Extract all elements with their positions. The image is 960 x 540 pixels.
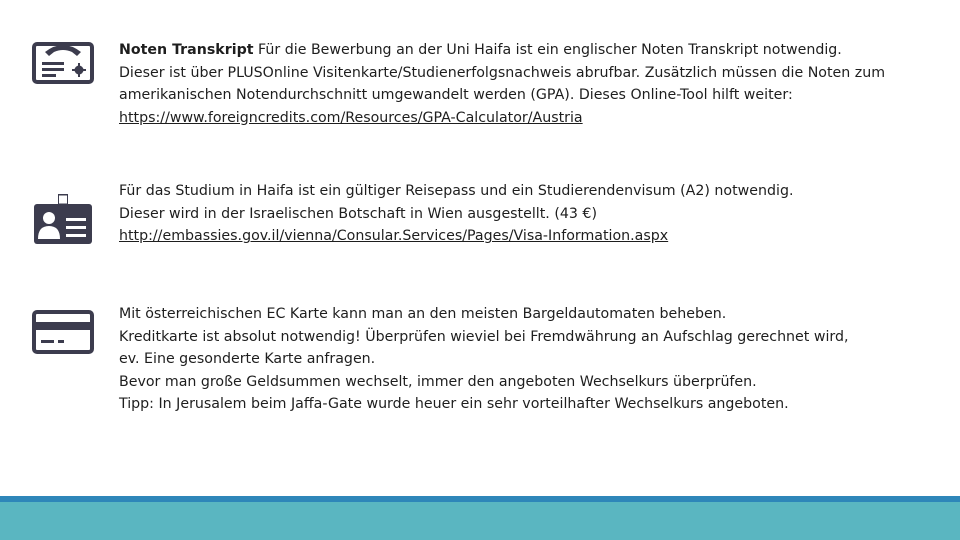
money-line-2: Kreditkarte ist absolut notwendig! Überprüfen wieviel bei Fremdwährung an Aufschlag gerechnet wird, [119,328,849,345]
transcript-title: Noten Transkript [119,42,254,58]
money-line-4: Bevor man große Geldsummen wechselt, immer den angeboten Wechselkurs überprüfen. [119,373,757,390]
id-badge-icon [32,194,94,246]
footer-band [0,502,960,540]
section-visa [119,180,939,248]
transcript-line-3: amerikanischen Notendurchschnitt umgewandelt werden (GPA). Dieses Online-Tool hilft weiter: [119,87,793,103]
visa-line-2: Dieser wird in der Israelischen Botschaft in Wien ausgestellt. (43 €) [119,205,597,222]
gpa-calculator-link[interactable]: https://www.foreigncredits.com/Resources/GPA-Calculator/Austria [119,109,583,126]
transcript-line-2: Dieser ist über PLUSOnline Visitenkarte/Studienerfolgsnachweis abrufbar. Zusätzlich müssen die Noten zum [119,64,886,81]
money-line-1: Mit österreichischen EC Karte kann man an den meisten Bargeldautomaten beheben. [119,306,727,322]
fax-icon [32,40,94,84]
section-transcript [119,39,939,129]
credit-card-icon [32,310,94,354]
transcript-line-1: Noten Transkript Für die Bewerbung an der Uni Haifa ist ein englischer Noten Transkript notwendig. [119,42,842,58]
visa-line-1: Für das Studium in Haifa ist ein gültiger Reisepass und ein Studierendenvisum (A2) notwendig. [119,183,794,199]
section-money [119,303,939,416]
embassy-visa-link[interactable]: http://embassies.gov.il/vienna/Consular.Services/Pages/Visa-Information.aspx [119,228,669,244]
money-line-5: Tipp: In Jerusalem beim Jaffa-Gate wurde heuer ein sehr vorteilhafter Wechselkurs angeboten. [119,396,789,412]
money-line-3: ev. Eine gesonderte Karte anfragen. [119,351,376,367]
